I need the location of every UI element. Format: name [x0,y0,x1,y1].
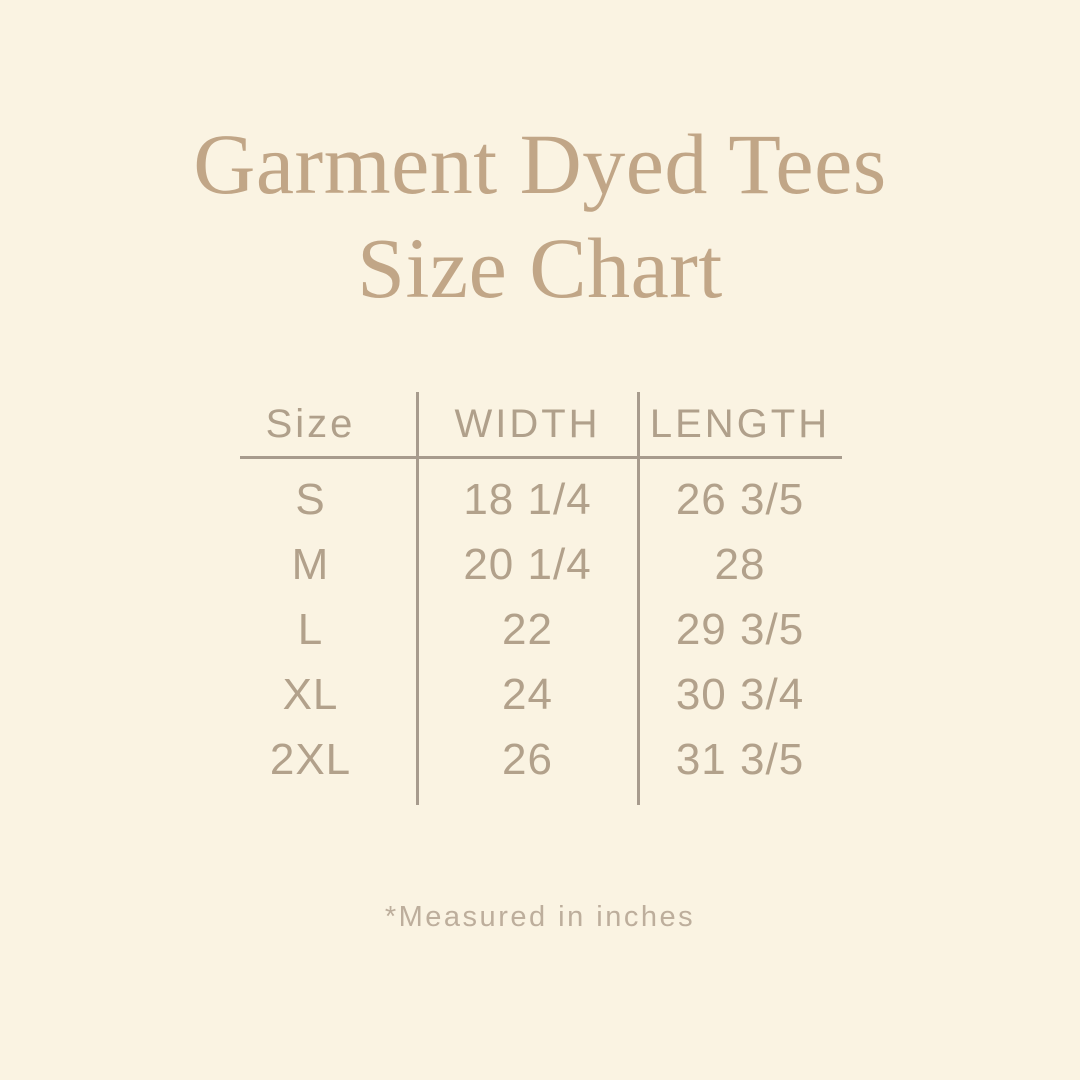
page-title [0,112,1080,320]
size-label: M [291,539,330,589]
table-header-row [240,392,842,459]
size-label: XL [282,669,339,719]
column-header-width: WIDTH [454,401,601,446]
column-divider-1 [416,392,419,805]
table-row-l [240,597,842,662]
page-title-line1: Garment Dyed Tees [193,116,887,212]
measurement-note: *Measured in inches [384,901,696,933]
size-label: 2XL [269,734,352,784]
length-value: 30 3/4 [675,669,805,719]
column-header-length: LENGTH [649,401,831,446]
table-row-m [240,532,842,597]
column-divider-2 [637,392,640,805]
length-value: 31 3/5 [675,734,805,784]
size-table [240,392,842,792]
length-value: 29 3/5 [675,604,805,654]
width-value: 24 [502,669,553,719]
width-value: 18 1/4 [463,474,592,524]
width-value: 22 [502,604,553,654]
column-header-size: Size [265,401,356,446]
width-value: 20 1/4 [463,539,592,589]
table-row-s [240,467,842,532]
table-row-2xl [240,727,842,792]
width-value: 26 [502,734,553,784]
page-title-line2: Size Chart [357,220,723,316]
size-label: S [295,474,326,524]
table-row-xl [240,662,842,727]
size-label: L [297,604,324,654]
length-value: 26 3/5 [675,474,805,524]
length-value: 28 [714,539,766,589]
table-body [240,459,842,792]
